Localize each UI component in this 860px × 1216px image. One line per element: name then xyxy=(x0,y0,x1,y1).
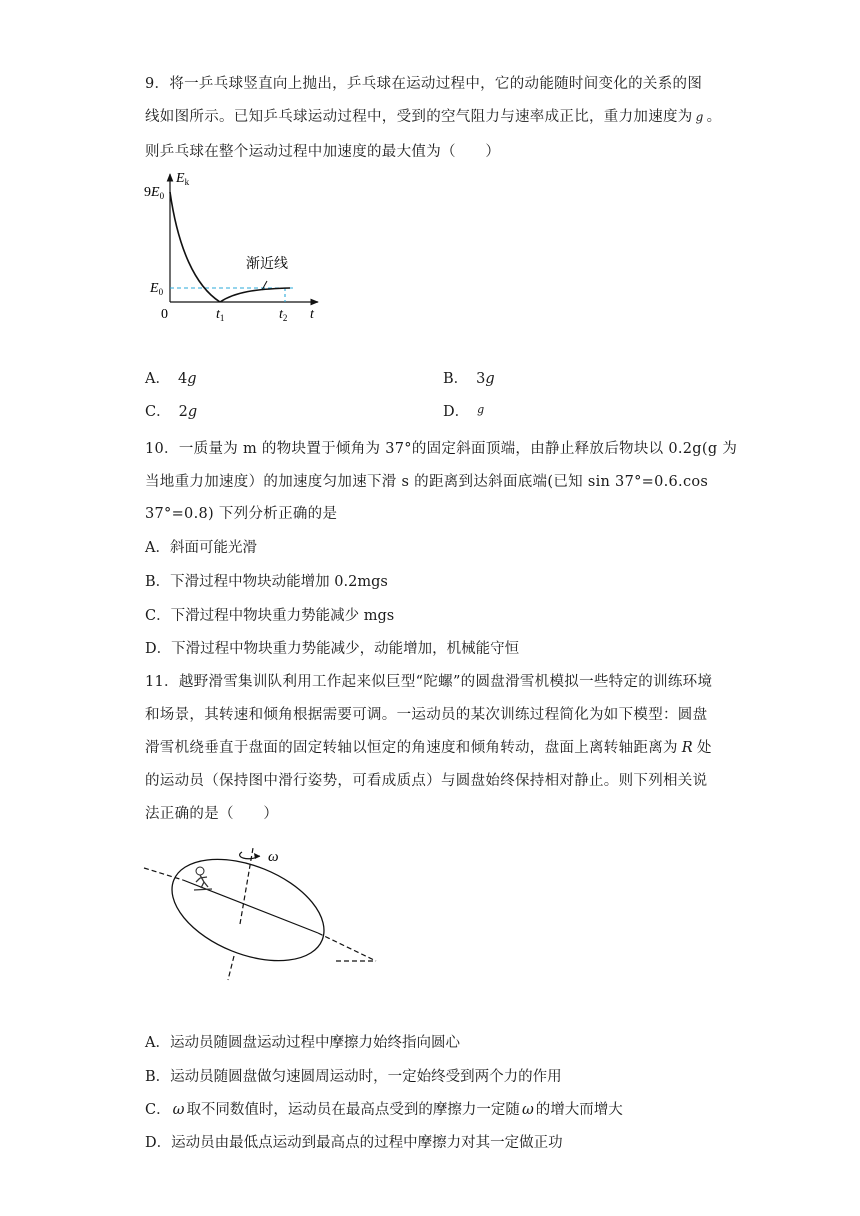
q9-option-b[interactable]: B． 3g xyxy=(443,371,495,387)
q11-line-3-text: 滑雪机绕垂直于盘面的固定转轴以恒定的角速度和倾角转动，盘面上离转轴距离为 xyxy=(145,740,678,756)
q11-option-c-letter: C． xyxy=(145,1102,171,1118)
q11-line-2: 和场景，其转速和倾角根据需要可调。一运动员的某次训练过程简化为如下模型：圆盘 xyxy=(145,707,708,723)
q9-option-a[interactable]: A． 4g xyxy=(145,371,197,387)
q11-option-c-end: 的增大而增大 xyxy=(535,1102,623,1118)
q9-option-c[interactable]: C． 2g xyxy=(145,404,198,420)
asymptote-label: 渐近线 xyxy=(246,257,288,272)
rotation-axis-bottom xyxy=(228,956,234,980)
q11-option-b[interactable]: B．运动员随圆盘做匀速圆周运动时，一定始终受到两个力的作用 xyxy=(145,1069,562,1085)
rotation-arrow-head xyxy=(254,853,260,859)
rotation-axis-top xyxy=(240,848,253,924)
q11-option-c[interactable] xyxy=(145,1098,623,1119)
t2-label: $t_2$ xyxy=(279,307,288,323)
gravity-symbol: g xyxy=(695,110,704,124)
skier-figure xyxy=(194,867,212,890)
q11-line-3 xyxy=(145,736,712,757)
q11-option-a[interactable]: A．运动员随圆盘运动过程中摩擦力始终指向圆心 xyxy=(145,1035,460,1051)
omega-symbol: ω xyxy=(172,1102,185,1118)
kinetic-energy-graph xyxy=(140,168,330,328)
incline-line-dashed xyxy=(318,933,376,961)
q9-line-2 xyxy=(145,105,721,126)
ek-curve-falling xyxy=(170,192,220,302)
e0-label: $E_0$ xyxy=(150,281,164,297)
q9-line-1: 9．将一乒乓球竖直向上抛出，乒乓球在运动过程中，它的动能随时间变化的关系的图 xyxy=(145,76,703,92)
ek-curve-rising xyxy=(220,288,290,302)
rotating-disc xyxy=(157,839,338,981)
omega-label: ω xyxy=(268,849,279,865)
radius-symbol: R xyxy=(681,740,694,756)
q9-line-2-text: 线如图所示。已知乒乓球运动过程中，受到的空气阻力与速率成正比，重力加速度为 xyxy=(145,109,693,125)
q9-line-3: 则乒乓球在整个运动过程中加速度的最大值为（ ） xyxy=(145,144,501,160)
t1-label: $t_1$ xyxy=(216,307,225,323)
q11-line-3-end: 处 xyxy=(697,740,712,756)
ski-disc-diagram xyxy=(138,838,388,988)
q11-line-4: 的运动员（保持图中滑行姿势，可看成质点）与圆盘始终保持相对静止。则下列相关说 xyxy=(145,773,708,789)
q10-line-3: 37°=0.8) 下列分析正确的是 xyxy=(145,506,338,522)
q11-line-1: 11．越野滑雪集训队利用工作起来似巨型“陀螺”的圆盘滑雪机模拟一些特定的训练环境 xyxy=(145,674,713,690)
q10-option-d[interactable]: D．下滑过程中物块重力势能减少，动能增加，机械能守恒 xyxy=(145,641,520,657)
q10-option-b[interactable]: B．下滑过程中物块动能增加 0.2mgs xyxy=(145,574,388,590)
q10-line-1: 10．一质量为 m 的物块置于倾角为 37°的固定斜面顶端，由静止释放后物块以 0.2g(g 为 xyxy=(145,441,738,457)
q11-option-d[interactable]: D．运动员由最低点运动到最高点的过程中摩擦力对其一定做正功 xyxy=(145,1135,563,1151)
q11-line-5: 法正确的是（ ） xyxy=(145,806,279,822)
q9-period: 。 xyxy=(706,109,722,125)
q9-option-d[interactable]: D． $^g$ xyxy=(443,403,485,420)
q11-option-c-text: 取不同数值时，运动员在最高点受到的摩擦力一定随 xyxy=(186,1102,520,1118)
q10-line-2: 当地重力加速度）的加速度匀加速下滑 s 的距离到达斜面底端(已知 sin 37°=0.6.cos xyxy=(145,474,709,490)
origin-label: 0 xyxy=(161,307,168,322)
y-axis-label: $E_k$ xyxy=(176,171,190,187)
nine-e0-label: $9E_0$ xyxy=(144,185,165,201)
q10-option-a[interactable]: A．斜面可能光滑 xyxy=(145,540,257,556)
omega-symbol-2: ω xyxy=(521,1102,534,1118)
t-axis-label: t xyxy=(310,307,314,322)
q10-option-c[interactable]: C．下滑过程中物块重力势能减少 mgs xyxy=(145,608,395,624)
